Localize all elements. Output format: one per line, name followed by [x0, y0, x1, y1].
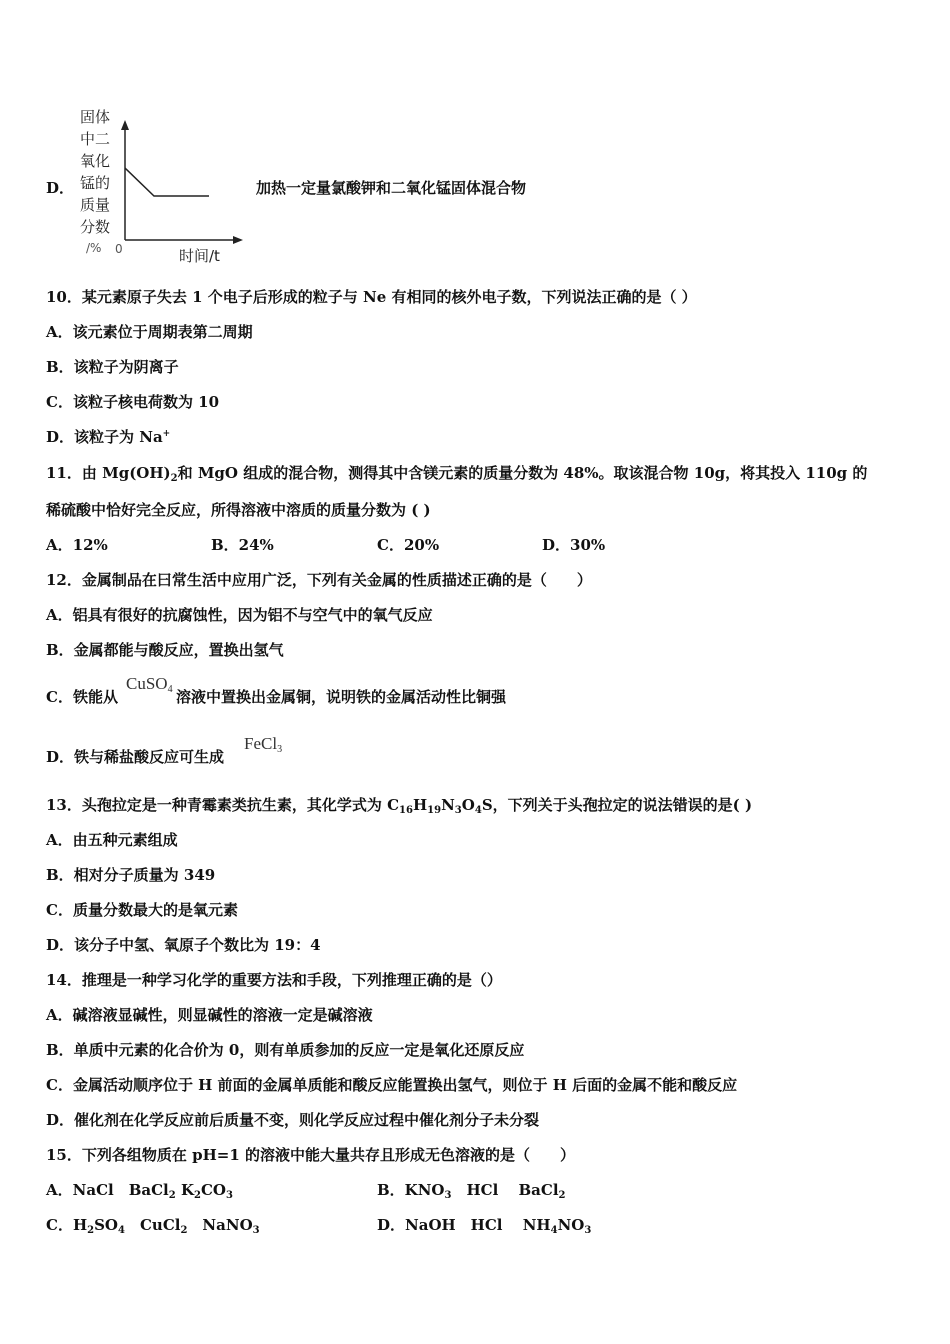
q13-sub: 3: [454, 805, 462, 816]
q15-stem: 15．下列各组物质在 pH=1 的溶液中能大量共存且形成无色溶液的是（ ）: [46, 1146, 575, 1164]
q12-option-c-part: 溶液中置换出金属铜，说明铁的金属活动性比铜强: [175, 688, 506, 706]
mass-fraction-graph: [72, 100, 262, 270]
q15-option-d: [377, 1215, 591, 1235]
q11-option-d: D．30%: [542, 536, 606, 554]
formula-cuso4-main: CuSO: [126, 674, 168, 693]
q14-option-c: C．金属活动顺序位于 H 前面的金属单质能和酸反应能置换出氢气，则位于 H 后面的金属不能和酸反应: [46, 1076, 738, 1094]
q13-sub: 19: [427, 805, 442, 816]
graph-curve: [125, 168, 209, 196]
q12-stem: 12．金属制品在曰常生活中应用广泛，下列有关金属的性质描述正确的是（ ）: [46, 571, 592, 589]
graph-y-arrow: [121, 120, 129, 130]
q15-c-sub: 2: [180, 1225, 188, 1236]
graph-ylabel-5: 质量: [80, 196, 111, 214]
q14-option-a: A．碱溶液显碱性，则显碱性的溶液一定是碱溶液: [46, 1006, 373, 1024]
q15-a-sub: 3: [225, 1190, 233, 1201]
q11-stem: [46, 463, 867, 483]
formula-fecl3-main: FeCl: [244, 734, 278, 753]
q10-option-a: A．该元素位于周期表第二周期: [46, 323, 253, 341]
q15-option-c: [46, 1215, 260, 1235]
graph-ylabel-3: 氧化: [80, 152, 111, 170]
graph-ylabel-2: 中二: [80, 130, 111, 148]
formula-cuso4-sub: 4: [167, 684, 173, 695]
q10-option-c: C．该粒子核电荷数为 10: [46, 393, 220, 411]
q11-stem-part: 11．由 Mg(OH): [46, 464, 171, 482]
graph-ylabel-4: 锰的: [80, 174, 111, 192]
q10-stem: 10．某元素原子失去 1 个电子后形成的粒子与 Ne 有相同的核外电子数，下列说法正确的是（ ）: [46, 288, 697, 306]
q14-option-d: D．催化剂在化学反应前后质量不变，则化学反应过程中催化剂分子未分裂: [46, 1111, 540, 1129]
q9-option-d-letter: D．: [46, 179, 75, 197]
graph-origin: 0: [115, 242, 123, 256]
q13-option-b: B．相对分子质量为 349: [46, 866, 216, 884]
graph-yunit: /%: [86, 241, 102, 255]
q13-option-d: D．该分子中氢、氧原子个数比为 19：4: [46, 936, 321, 954]
q15-b-sub: 3: [444, 1190, 452, 1201]
q13-stem: [46, 795, 752, 815]
q15-c-sub: 2: [87, 1225, 95, 1236]
graph-x-arrow: [233, 236, 243, 244]
q15-c-part: SO: [94, 1216, 118, 1234]
q15-d-sub: 4: [550, 1225, 558, 1236]
q10-option-d-text: D．该粒子为 Na: [46, 428, 163, 446]
q13-sub: 16: [399, 805, 413, 816]
q15-b-sub: 2: [558, 1190, 566, 1201]
q15-c-part: CuCl: [124, 1216, 181, 1234]
q13-stem-part: H: [412, 796, 428, 814]
q13-sub: 4: [474, 805, 482, 816]
q15-c-part: C．H: [46, 1216, 88, 1234]
q15-a-sub: 2: [168, 1190, 176, 1201]
q13-option-a: A．由五种元素组成: [46, 831, 178, 849]
q15-b-part: B．KNO: [377, 1181, 445, 1199]
q13-stem-part: N: [441, 796, 455, 814]
q15-c-sub: 4: [118, 1225, 125, 1236]
q15-c-part: NaNO: [187, 1216, 253, 1234]
q13-stem-part: O: [461, 796, 475, 814]
q15-d-part: D．NaOH HCl NH: [377, 1216, 551, 1234]
q15-d-part: NO: [557, 1216, 585, 1234]
q14-option-b: B．单质中元素的化合价为 0，则有单质参加的反应一定是氧化还原反应: [46, 1041, 525, 1059]
q10-option-d: [46, 427, 170, 447]
q13-stem-part: 13．头孢拉定是一种青霉素类抗生素，其化学式为 C: [46, 796, 400, 814]
q11-option-b: B．24%: [211, 536, 274, 554]
q11-stem-sub: 2: [170, 473, 178, 484]
formula-cuso4: [126, 674, 173, 694]
q15-a-part: A．NaCl BaCl: [46, 1181, 169, 1199]
graph-ylabel-1: 固体: [80, 108, 111, 126]
q15-option-a: [46, 1180, 233, 1200]
q13-option-c: C．质量分数最大的是氧元素: [46, 901, 238, 919]
graph-xlabel: 时间/t: [179, 247, 220, 265]
q14-stem: 14．推理是一种学习化学的重要方法和手段，下列推理正确的是（）: [46, 971, 502, 989]
q12-option-c: [46, 687, 506, 707]
q15-a-sub: 2: [193, 1190, 201, 1201]
graph-ylabel-6: 分数: [80, 218, 111, 236]
q12-option-d: D．铁与稀盐酸反应可生成: [46, 748, 225, 766]
q13-stem-part: S，下列关于头孢拉定的说法错误的是( ): [481, 796, 753, 814]
formula-fecl3-sub: 3: [277, 744, 283, 755]
q10-option-b: B．该粒子为阴离子: [46, 358, 179, 376]
q11-option-c: C．20%: [377, 536, 440, 554]
q9-option-d-text: 加热一定量氯酸钾和二氧化锰固体混合物: [256, 179, 527, 197]
q12-option-b: B．金属都能与酸反应，置换出氢气: [46, 641, 284, 659]
q15-a-part: K: [175, 1181, 194, 1199]
q10-charge: +: [162, 429, 171, 439]
formula-fecl3: [244, 734, 282, 754]
q11-stem-line2: 稀硫酸中恰好完全反应，所得溶液中溶质的质量分数为 ( ): [46, 501, 431, 519]
q15-option-b: [377, 1180, 566, 1200]
q12-option-a: A．铝具有很好的抗腐蚀性，因为铝不与空气中的氧气反应: [46, 606, 433, 624]
q11-option-a: A．12%: [46, 536, 108, 554]
q15-a-part: CO: [200, 1181, 226, 1199]
q12-option-c-part: C．铁能从: [46, 688, 118, 706]
q15-c-sub: 3: [252, 1225, 260, 1236]
q15-b-part: HCl BaCl: [451, 1181, 559, 1199]
q15-d-sub: 3: [584, 1225, 592, 1236]
q11-stem-part: 和 MgO 组成的混合物，测得其中含镁元素的质量分数为 48%。取该混合物 10g，将其投入 110g 的: [177, 464, 868, 482]
